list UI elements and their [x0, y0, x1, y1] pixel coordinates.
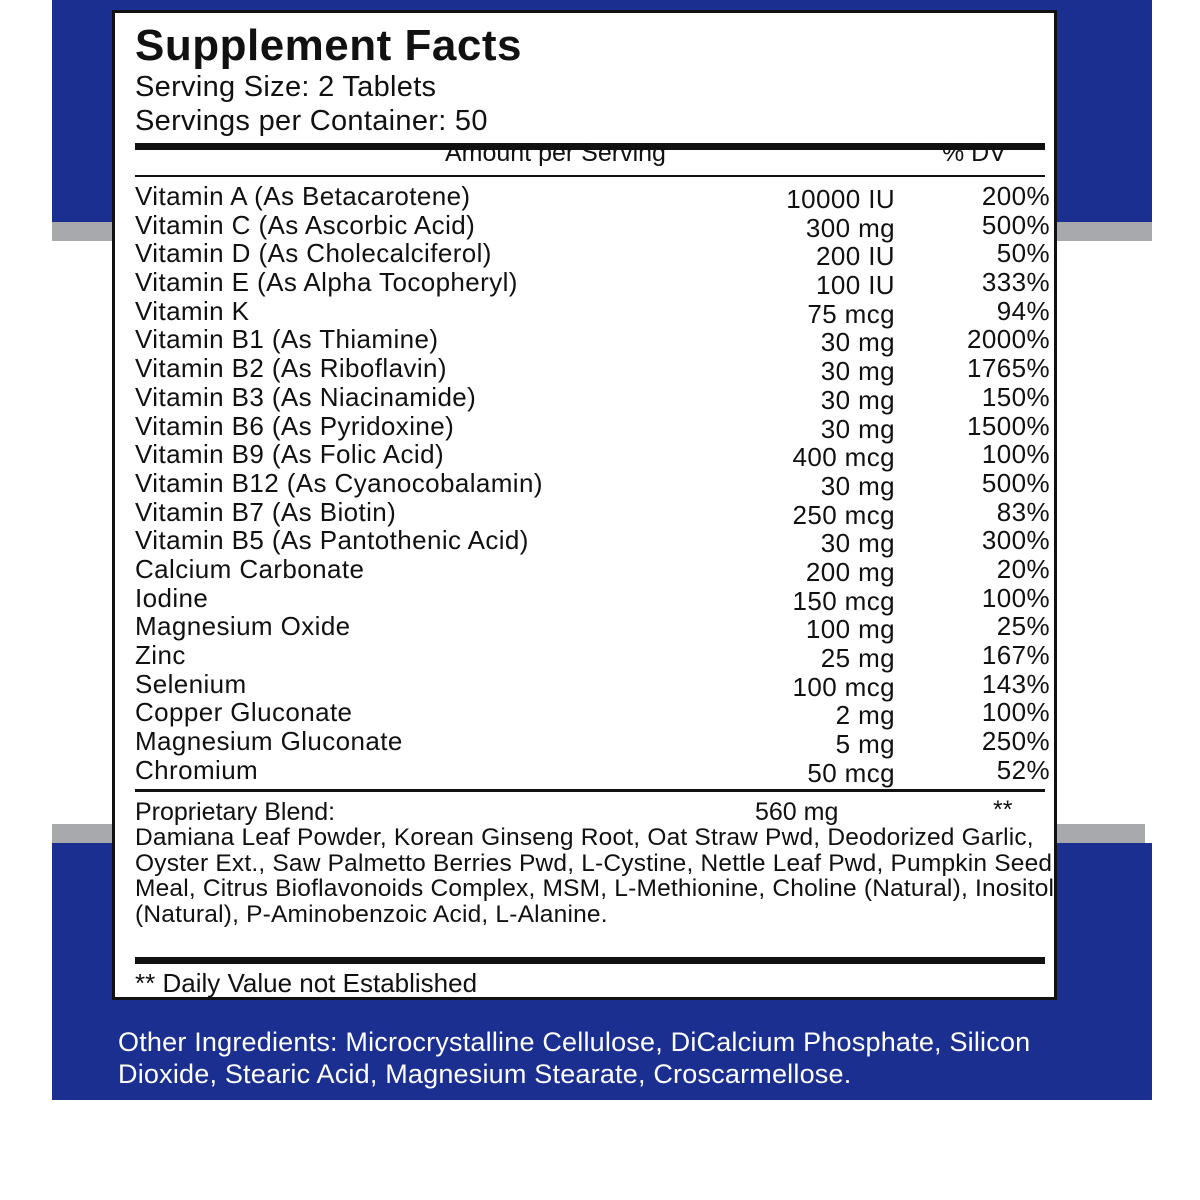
nutrient-row: [135, 295, 1050, 329]
nutrient-dv: 1765%: [967, 353, 1050, 384]
nutrient-amount: 2 mg: [835, 700, 895, 731]
nutrient-amount: 50 mcg: [807, 757, 895, 788]
nutrient-row: [135, 181, 1050, 214]
nutrient-row: [135, 209, 1050, 243]
nutrient-name: Vitamin D (As Cholecalciferol): [135, 238, 492, 269]
nutrient-dv: 94%: [996, 295, 1050, 326]
nutrient-amount: 250 mcg: [792, 499, 895, 530]
nutrient-name: Magnesium Gluconate: [135, 726, 403, 757]
nutrient-name: Vitamin B1 (As Thiamine): [135, 324, 439, 355]
blend-name: Proprietary Blend:: [135, 798, 336, 826]
nutrient-dv: 100%: [981, 582, 1050, 613]
nutrient-row: [135, 381, 1050, 415]
nutrient-amount: 30 mg: [820, 413, 895, 444]
servings-per-container: Servings per Container: 50: [135, 105, 488, 137]
nutrient-amount: 10000 IU: [786, 184, 895, 214]
nutrient-amount: 300 mg: [805, 212, 895, 243]
nutrient-name: Vitamin B2 (As Riboflavin): [135, 353, 447, 384]
nutrient-row: [135, 582, 1050, 616]
nutrient-name: Vitamin B6 (As Pyridoxine): [135, 410, 455, 441]
nutrient-name: Iodine: [135, 582, 209, 613]
nutrient-list: [135, 181, 1050, 788]
header-rule: [135, 175, 1045, 177]
nutrient-amount: 100 IU: [815, 270, 895, 301]
nutrient-amount: 30 mg: [820, 384, 895, 415]
blend-rule: [135, 789, 1045, 792]
nutrient-name: Vitamin B3 (As Niacinamide): [135, 381, 477, 412]
nutrient-dv: 500%: [981, 209, 1050, 240]
nutrient-amount: 200 mg: [805, 556, 895, 587]
nutrient-name: Copper Gluconate: [135, 697, 353, 728]
blend-ingredients: Damiana Leaf Powder, Korean Ginseng Root, Oat Straw Pwd, Deodorized Garlic, Oyster Ext., Saw Palmetto Berries Pwd, L-Cystine, Nettle Leaf Pwd, Pumpkin Seed Meal, Citrus Bioflavonoids Complex, MSM, L-Methionine, Choline (Natural), Inositol (Natural), P-Aminobenzoic Acid, L-Alanine.: [135, 824, 1055, 929]
nutrient-dv: 20%: [996, 553, 1050, 584]
nutrient-row: [135, 267, 1050, 301]
nutrient-row: [135, 439, 1050, 473]
nutrient-amount: 75 mcg: [807, 298, 895, 329]
nutrient-dv: 333%: [981, 267, 1050, 298]
panel-title: Supplement Facts: [135, 21, 522, 70]
serving-size: Serving Size: 2 Tablets: [135, 71, 437, 103]
nutrient-name: Vitamin C (As Ascorbic Acid): [135, 209, 476, 240]
nutrient-row: [135, 410, 1050, 444]
nutrient-name: Zinc: [135, 640, 186, 670]
nutrient-dv: 143%: [981, 668, 1050, 699]
nutrient-amount: 100 mg: [805, 614, 895, 645]
nutrient-row: [135, 726, 1050, 760]
nutrient-amount: 200 IU: [815, 241, 895, 272]
nutrient-dv: 52%: [996, 754, 1050, 785]
nutrient-dv: 100%: [981, 439, 1050, 470]
nutrient-amount: 150 mcg: [792, 585, 895, 616]
nutrient-name: Vitamin B5 (As Pantothenic Acid): [135, 525, 529, 556]
daily-value-note: ** Daily Value not Established: [135, 968, 478, 998]
nutrient-amount: 5 mg: [835, 729, 895, 760]
nutrient-dv: 167%: [981, 640, 1050, 670]
nutrient-dv: 100%: [981, 697, 1050, 728]
nutrient-name: Vitamin A (As Betacarotene): [135, 181, 471, 211]
blend-amount: 560 mg: [755, 798, 839, 826]
nutrient-dv: 150%: [981, 381, 1050, 412]
nutrient-dv: 25%: [996, 611, 1050, 642]
nutrient-amount: 30 mg: [820, 470, 895, 501]
nutrient-amount: 400 mcg: [792, 442, 895, 473]
nutrient-row: [135, 754, 1050, 788]
nutrient-amount: 30 mg: [820, 327, 895, 358]
nutrient-dv: 200%: [981, 181, 1050, 211]
nutrient-name: Selenium: [135, 668, 247, 699]
nutrient-row: [135, 668, 1050, 702]
thick-rule-bottom: [135, 957, 1045, 964]
nutrient-amount: 30 mg: [820, 528, 895, 559]
nutrient-dv: 2000%: [967, 324, 1050, 355]
nutrient-amount: 25 mg: [820, 643, 895, 673]
nutrient-row: [135, 496, 1050, 530]
nutrient-name: Magnesium Oxide: [135, 611, 351, 642]
nutrient-row: [135, 467, 1050, 501]
nutrient-dv: 1500%: [967, 410, 1050, 441]
nutrient-name: Vitamin K: [135, 295, 250, 326]
nutrient-row: [135, 238, 1050, 272]
header-dv: % DV: [942, 139, 1006, 167]
supplement-facts-panel: [112, 10, 1057, 1000]
nutrient-amount: 30 mg: [820, 356, 895, 387]
nutrient-row: [135, 611, 1050, 645]
nutrient-name: Chromium: [135, 754, 259, 785]
other-ingredients: Other Ingredients: Microcrystalline Cellulose, DiCalcium Phosphate, Silicon Dioxide, Stearic Acid, Magnesium Stearate, Croscarmellose.: [118, 1027, 1031, 1089]
nutrient-amount: 100 mcg: [792, 671, 895, 702]
nutrient-name: Vitamin B9 (As Folic Acid): [135, 439, 445, 470]
nutrient-row: [135, 525, 1050, 559]
nutrient-row: [135, 553, 1050, 587]
nutrient-name: Vitamin B12 (As Cyanocobalamin): [135, 467, 543, 498]
nutrient-name: Vitamin B7 (As Biotin): [135, 496, 397, 527]
nutrient-name: Vitamin E (As Alpha Tocopheryl): [135, 267, 518, 298]
nutrient-name: Calcium Carbonate: [135, 553, 365, 584]
nutrient-dv: 83%: [996, 496, 1050, 527]
nutrient-row: [135, 697, 1050, 731]
nutrient-dv: 50%: [996, 238, 1050, 269]
nutrient-dv: 300%: [981, 525, 1050, 556]
nutrient-row: [135, 353, 1050, 387]
nutrient-row: [135, 324, 1050, 358]
header-amount: Amount per Serving: [445, 139, 666, 167]
nutrient-dv: 250%: [981, 726, 1050, 757]
blend-dv: **: [993, 796, 1013, 824]
nutrient-row: [135, 640, 1050, 673]
nutrient-dv: 500%: [981, 467, 1050, 498]
